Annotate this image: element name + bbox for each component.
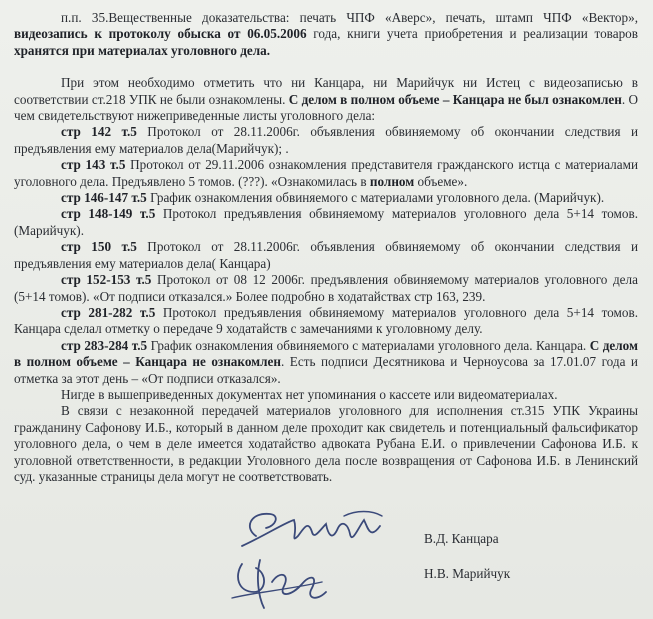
case-page-entry: стр 148-149 т.5 Протокол предъявления обвиняемому материалов уголовного дела 5+14 томов. (Марийчук). — [14, 206, 638, 238]
document-text — [14, 10, 638, 485]
paragraph-note: При этом необходимо отметить что ни Канцара, ни Марийчук ни Истец с видеозаписью в соответствии ст.218 УПК не были ознакомлены. С делом в полном объеме – Канцара не был ознакомлен. О чем свидетельствуют нижеприведенные листы уголовного дела: — [14, 75, 638, 124]
signature-mariychuk-image — [226, 552, 336, 616]
bold-text: полном — [369, 173, 415, 189]
paragraph-conclusion: В связи с незаконной передачей материалов уголовного для исполнения ст.315 УПК Украины гражданину Сафонову И.Б., который в данном деле проходит как свидетель и потенциальный фальсификатор уголовного дела, о чем в деле имеется ходатайство адвоката Рубана Е.И. о привлечении Сафонова И.Б. к уголовной ответственности, в редакции Уголовного дела после возвращения от Сафонова И.Б. в Ленинский суд. указанные страницы дела могут не соответствовать. — [14, 403, 638, 484]
bold-text: стр 150 т.5 — [61, 239, 137, 255]
paragraph-no-mention: Нигде в вышеприведенных документах нет упоминания о кассете или видеоматериалах. — [61, 386, 558, 402]
bold-text: С делом в полном объеме – Канцара не был ознакомлен — [288, 91, 622, 107]
bold-text: стр 146-147 т.5 — [61, 190, 147, 206]
case-page-entry: стр 152-153 т.5 Протокол от 08 12 2006г. предъявления обвиняемому материалов уголовного дела (5+14 томов). «От подписи отказался.» Более подробно в ходатайствах стр 163, 239. — [14, 272, 638, 304]
bold-text: стр 142 т.5 — [61, 124, 137, 140]
case-page-entry: стр 283-284 т.5 График ознакомления обвиняемого с материалами уголовного дела. Канцара. С делом в полном объеме – Канцара не ознакомлен. Есть подписи Десятникова и Черноусова за 17.01.07 года и отметка за этот день – «От подписи отказался». — [14, 337, 638, 386]
case-page-entry: стр 150 т.5 Протокол от 28.11.2006г. объявления обвиняемому об окончании следствия и предъявления ему материалов дела( Канцара) — [14, 239, 639, 271]
case-page-entry: стр 142 т.5 Протокол от 28.11.2006г. объявления обвиняемому об окончании следствия и предъявления ему материалов дела(Марийчук); . — [14, 124, 639, 156]
bold-text: видеозапись к протоколу обыска от 06.05.2006 — [14, 26, 307, 42]
signature-name-mariychuk: Н.В. Марийчук — [424, 566, 511, 581]
case-page-entry: стр 281-282 т.5 Протокол предъявления обвиняемому материалов уголовного дела 5+14 томов. Канцара сделал отметку о передаче 9 ходатайств с замечаниями к уголовному делу. — [14, 304, 638, 337]
bold-text: стр 281-282 т.5 — [61, 304, 156, 320]
bold-text: С делом в полном объеме – Канцара не ознакомлен — [14, 337, 638, 370]
case-page-entry: стр 146-147 т.5 График ознакомления обвиняемого с материалами уголовного дела. (Марийчук). — [61, 190, 605, 206]
bold-text: стр 148-149 т.5 — [61, 206, 156, 222]
bold-text: стр 152-153 т.5 — [61, 272, 152, 288]
bold-text: хранятся при материалах уголовного дела. — [14, 42, 271, 58]
signature-name-kantsara: В.Д. Канцара — [424, 531, 499, 546]
signature-block — [0, 500, 653, 619]
bold-text: стр 283-284 т.5 — [61, 337, 148, 353]
case-page-entry: стр 143 т.5 Протокол от 29.11.2006 ознакомления представителя гражданского истца с материалами уголовного дела. Предъявлено 5 томов. (???). «Ознакомилась в полном объеме». — [14, 157, 639, 189]
signature-kantsara-image — [236, 506, 386, 558]
paragraph-evidence: п.п. 35.Вещественные доказательства: печать ЧПФ «Аверс», печать, штамп ЧПФ «Вектор», видеозапись к протоколу обыска от 06.05.2006 года, книги учета приобретения и реализации товаров хранятся при материалах уголовного дела. — [14, 10, 638, 58]
bold-text: стр 143 т.5 — [61, 157, 126, 173]
